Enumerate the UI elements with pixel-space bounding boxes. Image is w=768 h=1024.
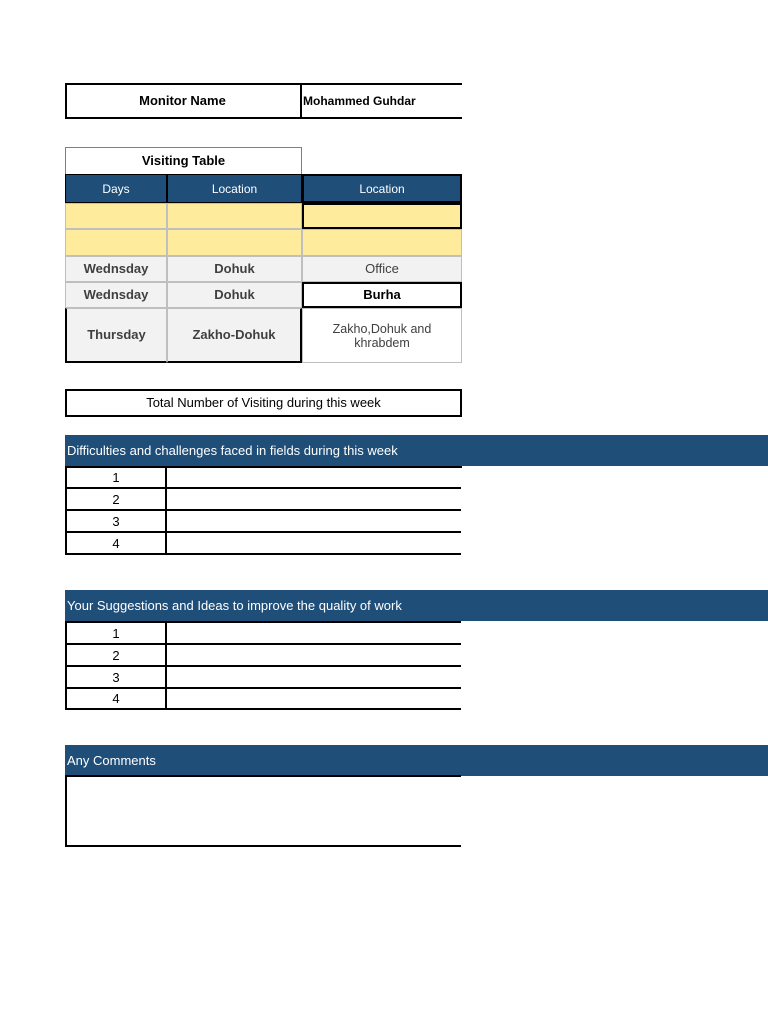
visiting-table-title: Visiting Table: [65, 147, 302, 174]
difficulty-text-3[interactable]: [167, 511, 461, 533]
visiting-row-4-location-2[interactable]: Burha: [302, 282, 462, 308]
visiting-row-2-location-2[interactable]: [302, 229, 462, 256]
total-visits-label: Total Number of Visiting during this week: [65, 389, 462, 417]
comments-box[interactable]: [65, 775, 461, 847]
visiting-header-location: Location: [167, 174, 302, 203]
visiting-header-location-2: Location: [302, 174, 462, 203]
difficulty-text-2[interactable]: [167, 489, 461, 511]
visiting-row-5-day[interactable]: Thursday: [65, 308, 167, 363]
visiting-header-days: Days: [65, 174, 167, 203]
comments-header: Any Comments: [65, 745, 768, 776]
suggestion-text-2[interactable]: [167, 645, 461, 667]
visiting-row-2-location[interactable]: [167, 229, 302, 256]
suggestion-num-1: 1: [65, 621, 167, 645]
difficulty-num-4: 4: [65, 533, 167, 555]
visiting-row-5-location[interactable]: Zakho-Dohuk: [167, 308, 302, 363]
suggestion-text-1[interactable]: [167, 621, 461, 645]
suggestions-header: Your Suggestions and Ideas to improve the quality of work: [65, 590, 768, 621]
suggestion-num-4: 4: [65, 689, 167, 710]
monitor-name-label: Monitor Name: [65, 83, 302, 119]
suggestion-text-3[interactable]: [167, 667, 461, 689]
visiting-row-4-location[interactable]: Dohuk: [167, 282, 302, 308]
difficulty-text-4[interactable]: [167, 533, 461, 555]
visiting-row-2-day[interactable]: [65, 229, 167, 256]
visiting-row-4-day[interactable]: Wednsday: [65, 282, 167, 308]
suggestion-text-4[interactable]: [167, 689, 461, 710]
suggestion-num-2: 2: [65, 645, 167, 667]
difficulty-num-2: 2: [65, 489, 167, 511]
visiting-row-1-day[interactable]: [65, 203, 167, 229]
visiting-row-5-location-2[interactable]: Zakho,Dohuk and khrabdem: [302, 308, 462, 363]
visiting-row-1-location[interactable]: [167, 203, 302, 229]
difficulty-text-1[interactable]: [167, 466, 461, 489]
difficulty-num-1: 1: [65, 466, 167, 489]
suggestion-num-3: 3: [65, 667, 167, 689]
monitor-name-value[interactable]: Mohammed Guhdar: [303, 94, 416, 108]
visiting-row-3-location[interactable]: Dohuk: [167, 256, 302, 282]
visiting-row-3-day[interactable]: Wednsday: [65, 256, 167, 282]
visiting-row-1-location-2[interactable]: [302, 203, 462, 229]
difficulty-num-3: 3: [65, 511, 167, 533]
difficulties-header: Difficulties and challenges faced in fields during this week: [65, 435, 768, 466]
visiting-row-3-location-2[interactable]: Office: [302, 256, 462, 282]
